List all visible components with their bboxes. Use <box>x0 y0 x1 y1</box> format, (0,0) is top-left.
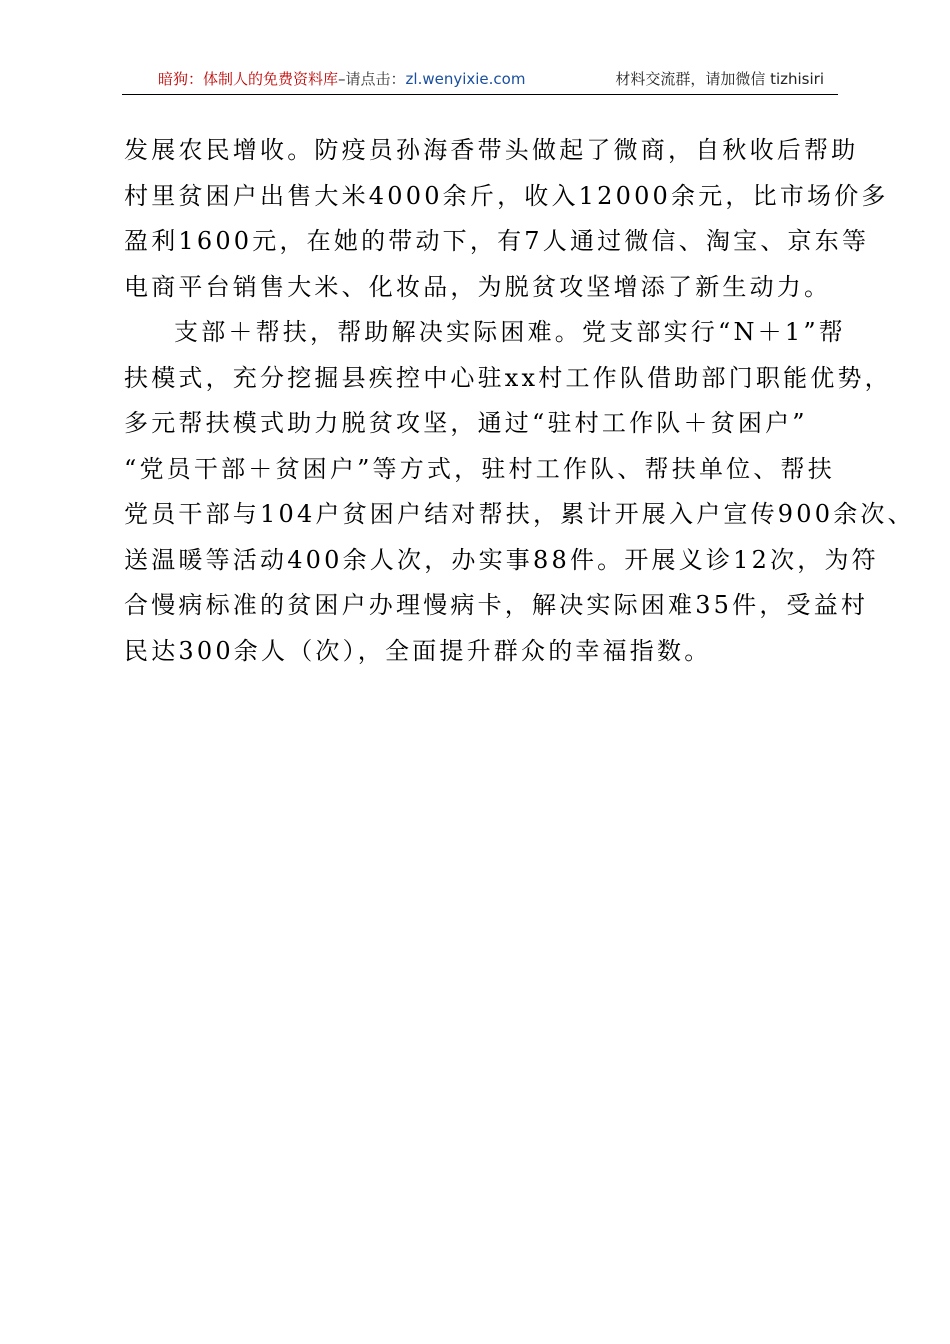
paragraph-line: 送温暖等活动400余人次，办实事88件。开展义诊12次，为符 <box>124 545 879 574</box>
paragraph-line: 村里贫困户出售大米4000余斤，收入12000余元，比市场价多 <box>124 181 889 210</box>
paragraph-line: 发展农民增收。防疫员孙海香带头做起了微商，自秋收后帮助 <box>124 136 859 164</box>
header-promo-text: 暗狗：体制人的免费资料库 <box>158 70 339 88</box>
paragraph-line: 电商平台销售大米、化妆品，为脱贫攻坚增添了新生动力。 <box>124 272 832 301</box>
paragraph-line: 民达300余人（次），全面提升群众的幸福指数。 <box>124 636 712 665</box>
body-text <box>124 128 915 674</box>
header-divider <box>122 94 838 95</box>
page-header <box>122 66 838 92</box>
paragraph-line: 支部＋帮扶，帮助解决实际困难。党支部实行“N＋1”帮 <box>174 318 847 346</box>
header-contact-text: 材料交流群，请加微信 tizhisiri <box>615 70 824 88</box>
paragraph-line: 合慢病标准的贫困户办理慢病卡，解决实际困难35件，受益村 <box>124 591 869 619</box>
paragraph-line: “党员干部＋贫困户”等方式，驻村工作队、帮扶单位、帮扶 <box>124 454 835 483</box>
header-promo-line <box>158 66 525 92</box>
paragraph-line: 盈利1600元，在她的带动下，有7人通过微信、淘宝、京东等 <box>124 227 870 255</box>
header-link[interactable]: zl.wenyixie.com <box>405 70 526 88</box>
paragraph-line: 多元帮扶模式助力脱贫攻坚，通过“驻村工作队＋贫困户” <box>124 409 808 437</box>
paragraph-line: 扶模式，充分挖掘县疾控中心驻xx村工作队借助部门职能优势， <box>124 363 892 392</box>
paragraph-line: 党员干部与104户贫困户结对帮扶，累计开展入户宣传900余次、 <box>124 500 915 528</box>
header-link-prefix: –请点击： <box>338 70 406 88</box>
